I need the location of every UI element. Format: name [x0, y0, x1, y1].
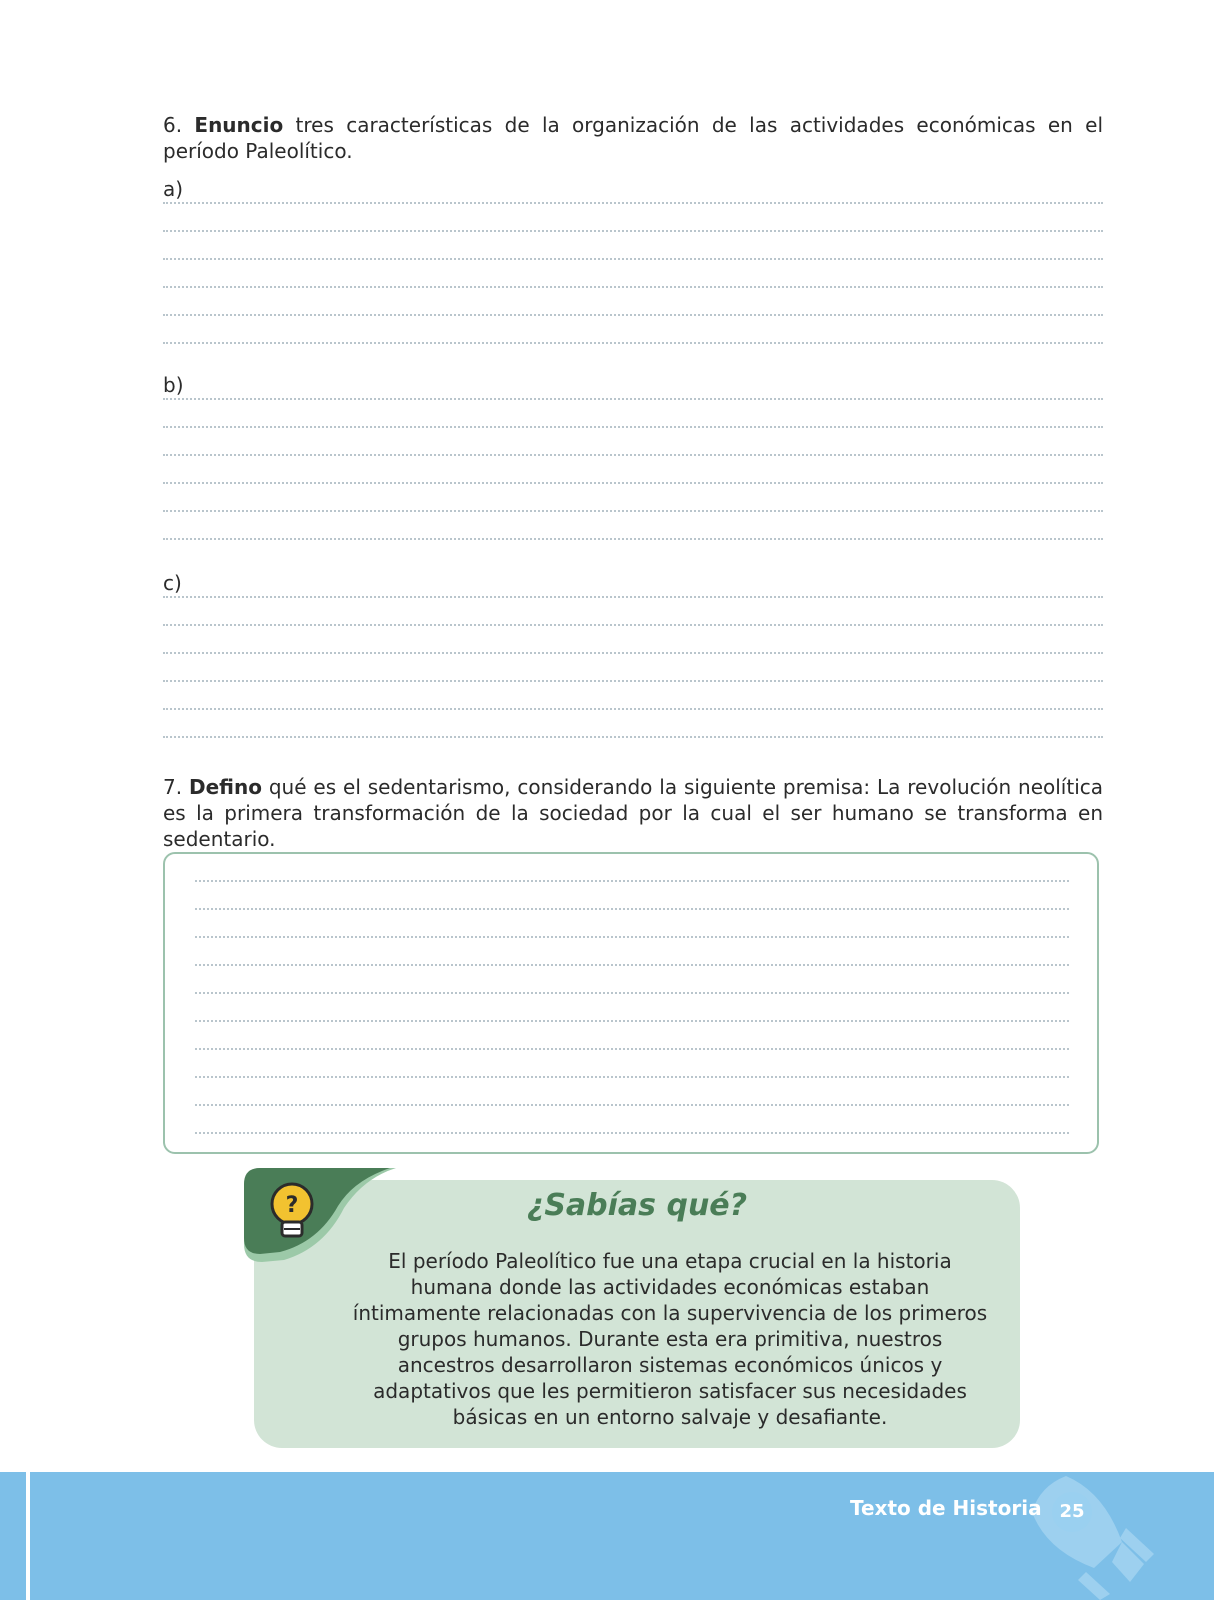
- answer-line[interactable]: [163, 426, 1103, 428]
- footer-bar: [0, 1472, 1214, 1600]
- question-7-number: 7.: [163, 775, 183, 799]
- question-6-verb: Enuncio: [194, 113, 284, 137]
- item-label-b: b): [163, 373, 184, 397]
- question-6-number: 6.: [163, 113, 183, 137]
- answer-line[interactable]: [195, 936, 1069, 938]
- answer-line[interactable]: [163, 510, 1103, 512]
- item-label-c: c): [163, 571, 182, 595]
- footer-title: Texto de Historia: [850, 1496, 1042, 1520]
- answer-line[interactable]: [163, 482, 1103, 484]
- answer-line[interactable]: [163, 286, 1103, 288]
- answer-line[interactable]: [163, 596, 1103, 598]
- question-6-text: [163, 112, 1103, 164]
- answer-line[interactable]: [163, 230, 1103, 232]
- answer-line[interactable]: [195, 908, 1069, 910]
- answer-line[interactable]: [163, 538, 1103, 540]
- fact-title: ¿Sabías qué?: [526, 1188, 748, 1223]
- answer-line[interactable]: [163, 398, 1103, 400]
- question-7-body: qué es el sedentarismo, considerando la siguiente premisa: La revolución neolítica es la primera transformación de la sociedad por la cual el ser humano se transforma en sedentario.: [163, 775, 1104, 851]
- footer-stripe: [26, 1472, 30, 1600]
- question-7-verb: Defino: [188, 775, 262, 799]
- answer-line[interactable]: [163, 258, 1103, 260]
- answer-box-7[interactable]: [163, 852, 1099, 1154]
- rocket-icon: [1026, 1472, 1166, 1600]
- answer-line[interactable]: [195, 880, 1069, 882]
- page-number-badge: 25: [1052, 1492, 1092, 1532]
- svg-text:?: ?: [285, 1193, 299, 1218]
- answer-line[interactable]: [195, 1132, 1069, 1134]
- answer-line[interactable]: [163, 454, 1103, 456]
- answer-line[interactable]: [163, 680, 1103, 682]
- answer-line[interactable]: [163, 624, 1103, 626]
- answer-line[interactable]: [195, 992, 1069, 994]
- answer-line[interactable]: [195, 964, 1069, 966]
- answer-line[interactable]: [195, 1076, 1069, 1078]
- answer-line[interactable]: [163, 708, 1103, 710]
- fact-body: El período Paleolítico fue una etapa crucial en la historia humana donde las actividades económicas estaban íntimamente relacionadas con la supervivencia de los primeros grupos humanos. Durante esta era primitiva, nuestros ancestros desarrollaron sistemas económicos únicos y adaptativos que les permitieron satisfacer sus necesidades básicas en un entorno salvaje y desafiante.: [352, 1249, 988, 1429]
- question-7-text: [163, 774, 1103, 852]
- answer-line[interactable]: [195, 1104, 1069, 1106]
- answer-line[interactable]: [195, 1048, 1069, 1050]
- answer-line[interactable]: [163, 202, 1103, 204]
- question-6-body: tres características de la organización de las actividades económicas en el período Paleolítico.: [163, 113, 1104, 163]
- answer-line[interactable]: [163, 314, 1103, 316]
- answer-line[interactable]: [195, 1020, 1069, 1022]
- item-label-a: a): [163, 177, 184, 201]
- answer-line[interactable]: [163, 652, 1103, 654]
- answer-line[interactable]: [163, 342, 1103, 344]
- answer-line[interactable]: [163, 736, 1103, 738]
